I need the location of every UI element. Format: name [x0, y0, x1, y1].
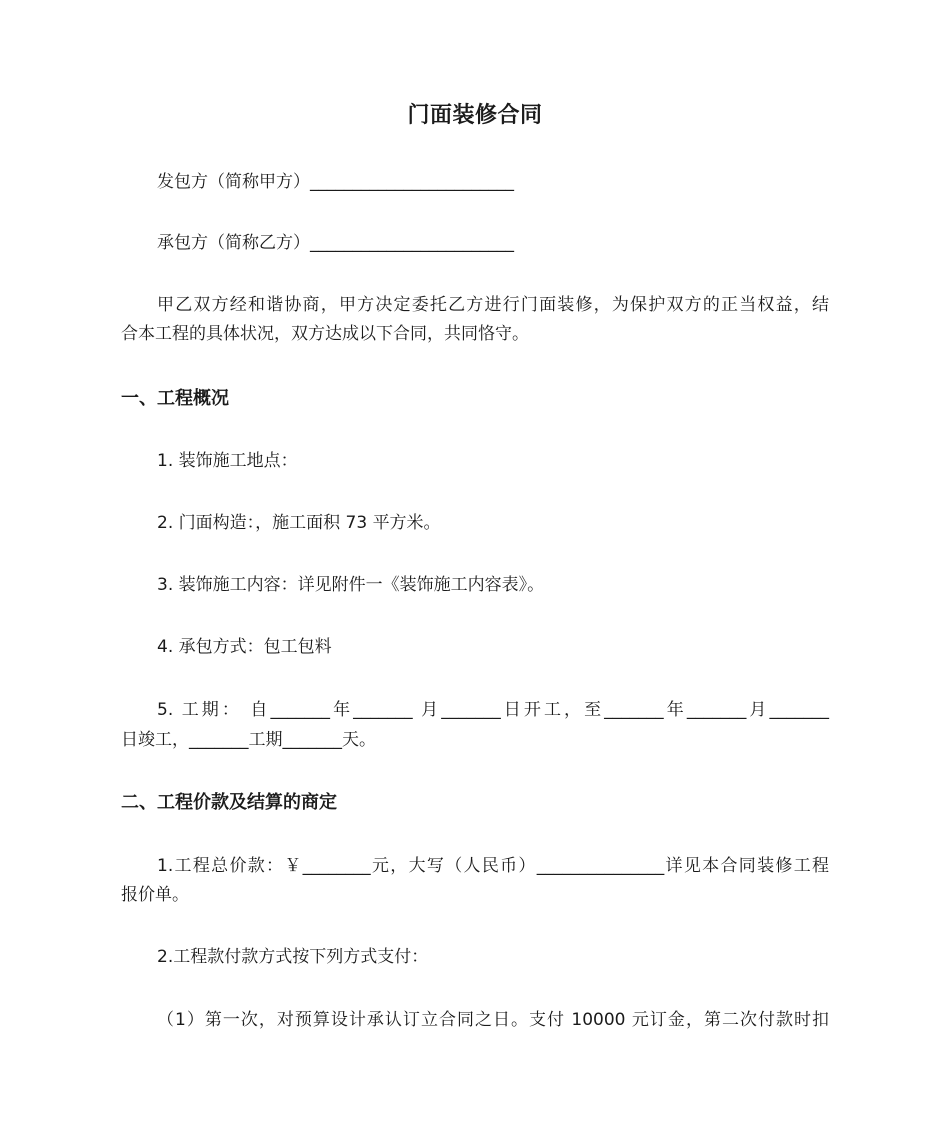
- item-4-contract-method: 4. 承包方式：包工包料: [157, 637, 332, 657]
- item-5-schedule-line-1: 5. 工期： 自_______年_______ 月_______日开工，至_______年_______月_______: [157, 700, 829, 720]
- payment-first-line: （1）第一次，对预算设计承认订立合同之日。支付 10000 元订金，第二次付款时扣: [157, 1010, 829, 1030]
- total-price-line-2: 报价单。: [121, 885, 189, 905]
- total-price-line-1: 1.工程总价款：￥________元，大写（人民币）_______________详见本合同装修工程: [157, 856, 829, 876]
- payment-method-line: 2.工程款付款方式按下列方式支付：: [157, 947, 429, 967]
- item-1-location: 1. 装饰施工地点：: [157, 451, 298, 471]
- item-3-content: 3. 装饰施工内容：详见附件一《装饰施工内容表》。: [157, 575, 545, 595]
- item-2-structure: 2. 门面构造：，施工面积 73 平方米。: [157, 513, 441, 533]
- party-a-line: 发包方（简称甲方）________________________: [157, 172, 514, 192]
- section-1-heading: 一、工程概况: [121, 388, 229, 409]
- section-2-heading: 二、工程价款及结算的商定: [121, 792, 337, 813]
- intro-paragraph-line-1: 甲乙双方经和谐协商，甲方决定委托乙方进行门面装修，为保护双方的正当权益，结: [157, 295, 829, 315]
- document-title: 门面装修合同: [407, 103, 543, 128]
- intro-paragraph-line-2: 合本工程的具体状况，双方达成以下合同，共同恪守。: [121, 324, 529, 344]
- item-5-schedule-line-2: 日竣工，_______工期_______天。: [121, 730, 376, 750]
- party-b-line: 承包方（简称乙方）________________________: [157, 233, 514, 253]
